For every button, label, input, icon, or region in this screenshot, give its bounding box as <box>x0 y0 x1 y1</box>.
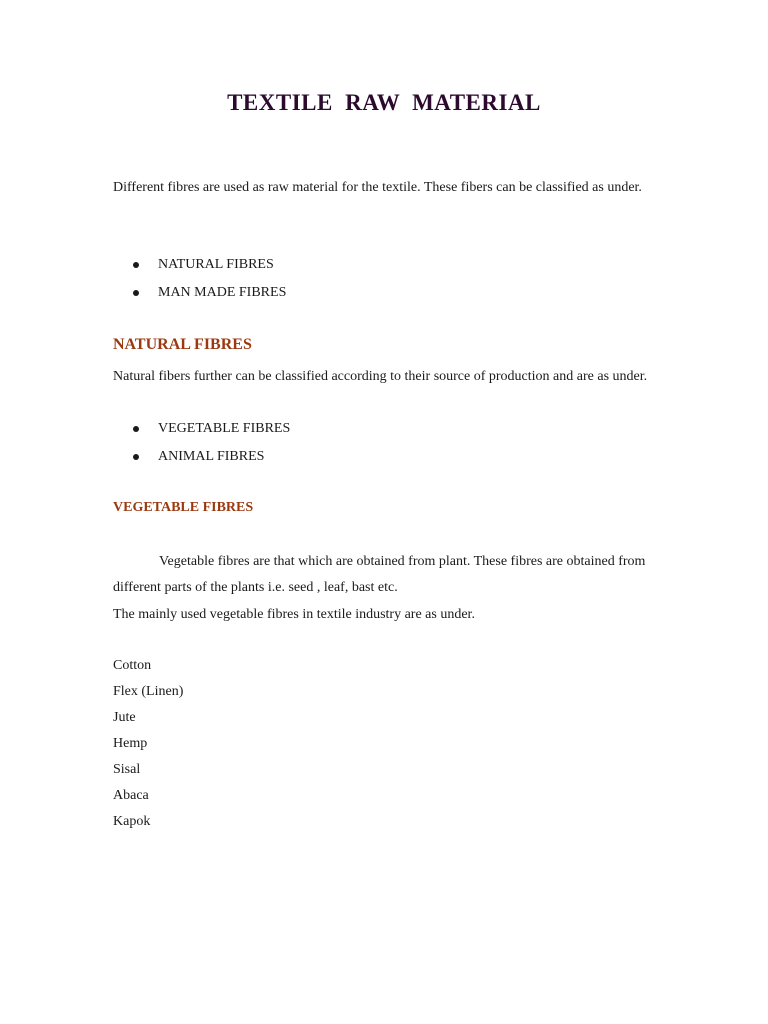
intro-paragraph: Different fibres are used as raw material for the textile. These fibers can be classified as under. <box>113 180 642 195</box>
list-item: Sisal <box>113 762 141 777</box>
list-item: Flex (Linen) <box>113 684 184 699</box>
vegetable-fibres-paragraph: Vegetable fibres are that which are obtained from plant. These fibres are obtained from different parts of the plants i.e. seed , leaf, bast etc. <box>113 554 646 595</box>
natural-fibres-heading: NATURAL FIBRES <box>113 336 252 353</box>
fibre-types-list <box>113 251 286 307</box>
list-item: MAN MADE FIBRES <box>113 279 286 307</box>
list-item: Hemp <box>113 736 148 751</box>
natural-fibres-paragraph: Natural fibers further can be classified according to their source of production and are as under. <box>113 369 648 384</box>
list-item: NATURAL FIBRES <box>113 251 286 279</box>
list-item: VEGETABLE FIBRES <box>113 415 290 443</box>
vegetable-fibres-list <box>113 653 183 835</box>
list-item: Abaca <box>113 788 149 803</box>
page-title: TEXTILE RAW MATERIAL <box>227 90 541 115</box>
vegetable-fibres-heading: VEGETABLE FIBRES <box>113 500 254 515</box>
list-item: Kapok <box>113 814 151 829</box>
natural-fibres-list <box>113 415 290 471</box>
vegetable-fibres-note: The mainly used vegetable fibres in textile industry are as under. <box>113 607 475 622</box>
list-item: ANIMAL FIBRES <box>113 443 290 471</box>
list-item: Cotton <box>113 658 152 673</box>
list-item: Jute <box>113 710 136 725</box>
